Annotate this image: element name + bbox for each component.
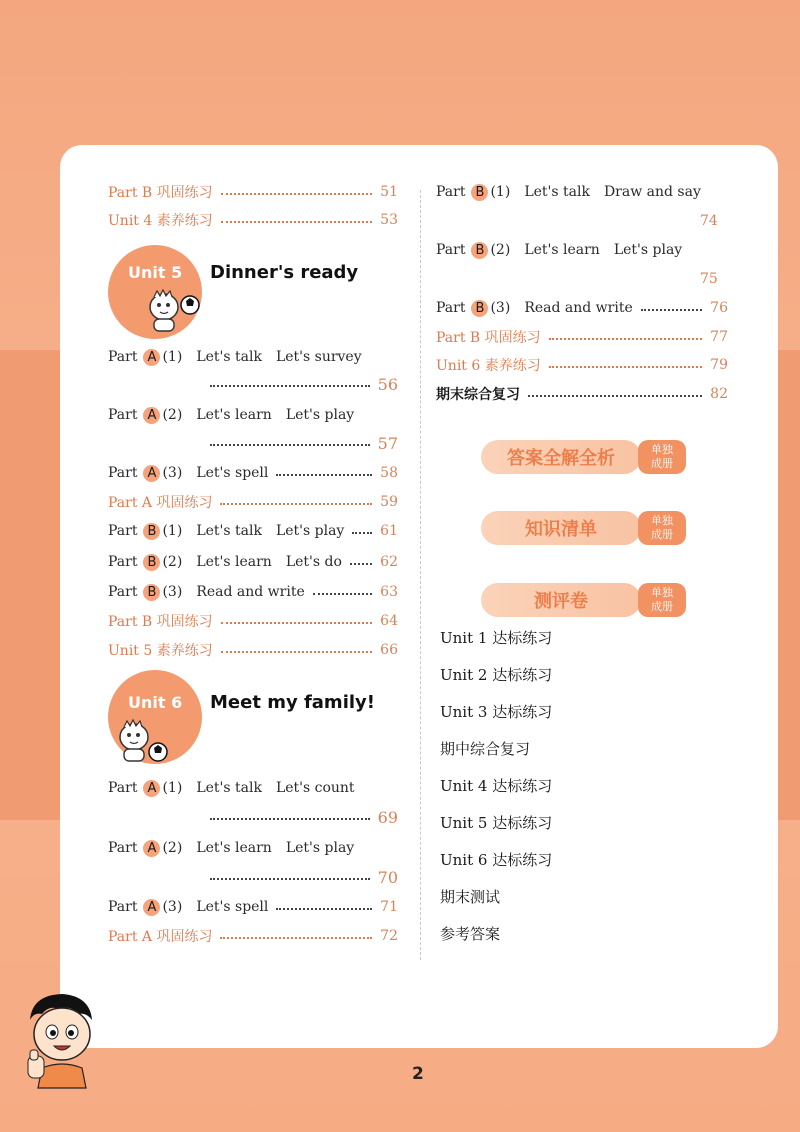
part-letter-badge: B xyxy=(143,554,160,571)
toc-page: 59 xyxy=(380,494,398,510)
part-letter-badge: A xyxy=(143,899,160,916)
toc-page: 71 xyxy=(380,899,398,915)
part-letter-badge: B xyxy=(143,584,160,601)
part-label: Part A (1) xyxy=(108,780,183,796)
part-letter-badge: B xyxy=(471,300,488,317)
dinosaur-mascot-icon xyxy=(110,715,172,767)
toc-page: 63 xyxy=(380,584,398,600)
leader-dots xyxy=(220,499,372,505)
leader-dots xyxy=(210,440,370,446)
lesson-a: Let's talk xyxy=(524,184,590,200)
lesson-b: Let's play xyxy=(285,407,355,423)
toc-row[interactable] xyxy=(108,492,398,512)
toc-label: Unit 6 素养练习 xyxy=(436,358,541,374)
toc-row-continuation xyxy=(210,807,398,827)
leader-dots xyxy=(220,933,372,939)
lesson-a: Let's spell xyxy=(196,899,269,915)
part-label: Part B (2) xyxy=(108,554,183,570)
part-letter-badge: A xyxy=(143,465,160,482)
section-title: 知识清单 xyxy=(525,519,597,540)
toc-page: 57 xyxy=(377,433,398,453)
toc-row-continuation xyxy=(210,374,398,394)
left-side-strip xyxy=(0,350,64,820)
leader-dots xyxy=(352,528,372,534)
leader-dots xyxy=(350,559,372,565)
leader-dots xyxy=(210,874,370,880)
toc-page: 69 xyxy=(377,807,398,827)
toc-page: 75 xyxy=(700,271,718,287)
leader-dots xyxy=(221,618,373,624)
part-label: Part B (1) xyxy=(436,184,511,200)
toc-label: Part B 巩固练习 xyxy=(108,185,213,201)
lesson-a: Let's learn xyxy=(196,840,272,856)
toc-page: 74 xyxy=(700,213,718,229)
test-papers-banner[interactable] xyxy=(481,583,641,617)
leader-dots xyxy=(210,381,370,387)
toc-page: 76 xyxy=(710,300,728,316)
toc-label: Part A 巩固练习 xyxy=(108,495,213,511)
toc-row[interactable] xyxy=(436,384,728,404)
leader-dots xyxy=(549,362,702,368)
toc-page: 77 xyxy=(710,329,728,345)
part-label: Part A (3) xyxy=(108,465,183,481)
toc-page: 56 xyxy=(377,374,398,394)
lesson-b: Draw and say xyxy=(603,184,701,200)
toc-page: 72 xyxy=(380,928,398,944)
toc-label: Unit 5 素养练习 xyxy=(108,643,213,659)
toc-row[interactable] xyxy=(108,640,398,660)
leader-dots xyxy=(313,589,372,595)
toc-row[interactable] xyxy=(436,327,728,347)
leader-dots xyxy=(641,305,702,311)
toc-row[interactable] xyxy=(108,347,398,367)
lesson-a: Let's learn xyxy=(524,242,600,258)
unit6-title: Meet my family! xyxy=(210,692,375,713)
lesson-a: Let's talk xyxy=(196,523,262,539)
list-item[interactable]: 期中综合复习 xyxy=(440,740,531,758)
list-item[interactable]: Unit 3 达标练习 xyxy=(440,703,553,721)
list-item[interactable]: Unit 2 达标练习 xyxy=(440,666,553,684)
toc-page: 61 xyxy=(380,523,398,539)
part-letter-badge: B xyxy=(471,184,488,201)
toc-row-continuation xyxy=(700,211,728,231)
part-letter-badge: B xyxy=(471,242,488,259)
part-label: Part A (2) xyxy=(108,840,183,856)
toc-page: 53 xyxy=(380,212,398,228)
part-label: Part B (3) xyxy=(108,584,183,600)
toc-row[interactable] xyxy=(108,838,398,858)
separate-volume-badge: 单独 成册 xyxy=(638,440,686,474)
toc-row[interactable] xyxy=(108,611,398,631)
lesson-b: Let's do xyxy=(285,554,342,570)
separate-volume-badge: 单独 成册 xyxy=(638,511,686,545)
toc-page: 51 xyxy=(380,184,398,200)
lesson-b: Let's play xyxy=(275,523,345,539)
toc-row-continuation xyxy=(210,867,398,887)
part-label: Part B (3) xyxy=(436,300,511,316)
part-label: Part A (1) xyxy=(108,349,183,365)
toc-row[interactable] xyxy=(108,521,398,541)
part-label: Part B (1) xyxy=(108,523,183,539)
knowledge-list-banner[interactable] xyxy=(481,511,641,545)
toc-label: Unit 4 素养练习 xyxy=(108,213,213,229)
toc-row[interactable] xyxy=(108,778,398,798)
toc-row[interactable] xyxy=(108,582,398,602)
toc-page: 58 xyxy=(380,465,398,481)
toc-label: 期末综合复习 xyxy=(436,387,520,403)
toc-page: 70 xyxy=(377,867,398,887)
toc-row[interactable] xyxy=(108,405,398,425)
lesson-a: Let's learn xyxy=(196,407,272,423)
toc-row[interactable] xyxy=(436,182,728,202)
part-letter-badge: B xyxy=(143,523,160,540)
toc-row[interactable] xyxy=(108,210,398,230)
part-letter-badge: A xyxy=(143,407,160,424)
list-item[interactable]: Unit 6 达标练习 xyxy=(440,851,553,869)
part-letter-badge: A xyxy=(143,840,160,857)
section-title: 测评卷 xyxy=(534,591,588,612)
toc-page: 62 xyxy=(380,554,398,570)
lesson-a: Read and write xyxy=(196,584,305,600)
lesson-a: Let's learn xyxy=(196,554,272,570)
unit5-badge: Unit 5 xyxy=(128,263,183,282)
part-letter-badge: A xyxy=(143,349,160,366)
toc-row[interactable] xyxy=(436,298,728,318)
toc-row[interactable] xyxy=(108,926,398,946)
toc-label: Part B 巩固练习 xyxy=(108,614,213,630)
unit5-title: Dinner's ready xyxy=(210,262,359,283)
part-label: Part A (2) xyxy=(108,407,183,423)
leader-dots xyxy=(276,904,372,910)
toc-page: 79 xyxy=(710,357,728,373)
lesson-a: Let's talk xyxy=(196,349,262,365)
toc-row[interactable] xyxy=(108,463,398,483)
list-item[interactable]: Unit 5 达标练习 xyxy=(440,814,553,832)
dinosaur-mascot-icon xyxy=(140,285,202,337)
lesson-a: Let's spell xyxy=(196,465,269,481)
list-item[interactable]: Unit 1 达标练习 xyxy=(440,629,553,647)
section-title: 答案全解全析 xyxy=(507,448,615,469)
page-number: 2 xyxy=(412,1064,424,1084)
leader-dots xyxy=(221,189,373,195)
lesson-b: Let's count xyxy=(275,780,355,796)
toc-page: 66 xyxy=(380,642,398,658)
leader-dots xyxy=(276,470,372,476)
lesson-b: Let's play xyxy=(285,840,355,856)
part-label: Part A (3) xyxy=(108,899,183,915)
toc-page: 64 xyxy=(380,613,398,629)
lesson-a: Read and write xyxy=(524,300,633,316)
toc-row[interactable] xyxy=(108,552,398,572)
part-letter-badge: A xyxy=(143,780,160,797)
answers-section-banner[interactable] xyxy=(481,440,641,474)
toc-row[interactable] xyxy=(436,240,728,260)
leader-dots xyxy=(210,814,370,820)
lesson-b: Let's survey xyxy=(275,349,362,365)
leader-dots xyxy=(221,217,372,223)
leader-dots xyxy=(221,647,372,653)
list-item[interactable]: 期末测试 xyxy=(440,888,501,906)
toc-row-continuation xyxy=(210,433,398,453)
leader-dots xyxy=(528,391,702,397)
list-item[interactable]: Unit 4 达标练习 xyxy=(440,777,553,795)
toc-row[interactable] xyxy=(436,355,728,375)
lesson-b: Let's play xyxy=(613,242,683,258)
lesson-a: Let's talk xyxy=(196,780,262,796)
toc-row[interactable] xyxy=(108,182,398,202)
leader-dots xyxy=(549,334,703,340)
toc-label: Part B 巩固练习 xyxy=(436,330,541,346)
list-item[interactable]: 参考答案 xyxy=(440,925,501,943)
toc-row-continuation xyxy=(700,269,728,289)
separate-volume-badge: 单独 成册 xyxy=(638,583,686,617)
toc-row[interactable] xyxy=(108,897,398,917)
boy-mascot-icon xyxy=(20,990,100,1090)
unit6-badge: Unit 6 xyxy=(128,693,183,712)
toc-label: Part A 巩固练习 xyxy=(108,929,213,945)
part-label: Part B (2) xyxy=(436,242,511,258)
column-divider xyxy=(420,190,421,960)
toc-page: 82 xyxy=(710,386,728,402)
